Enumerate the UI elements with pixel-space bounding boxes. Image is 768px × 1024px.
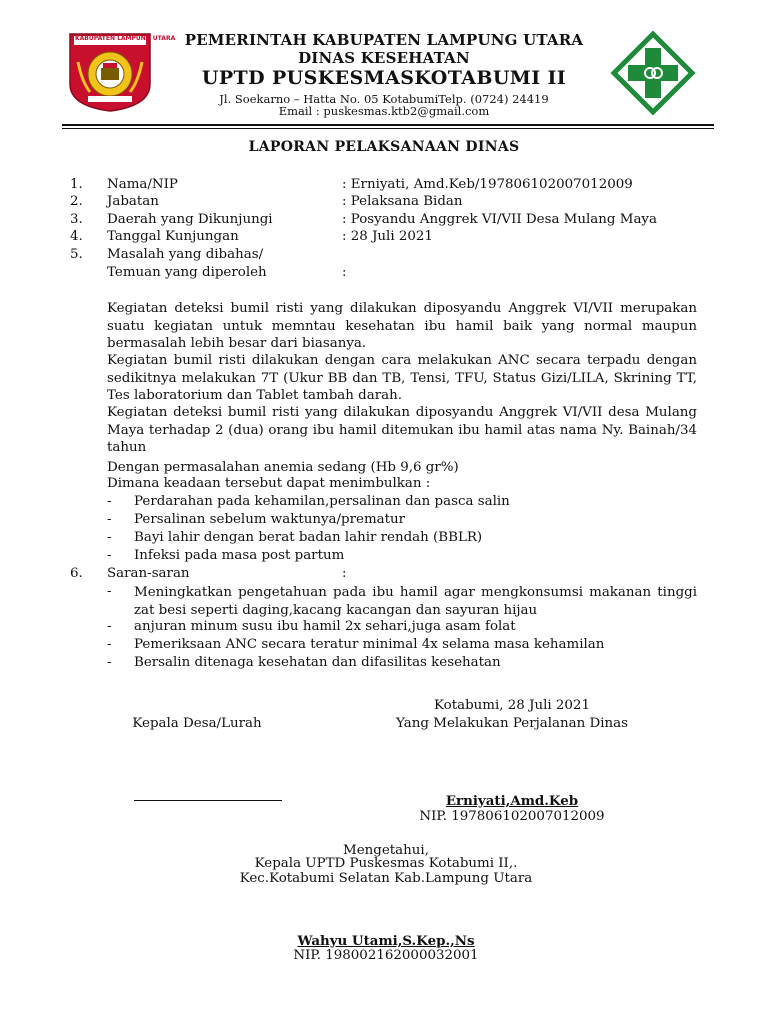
bullet-dash: -	[107, 584, 112, 599]
item-number: 3.	[70, 212, 83, 227]
item-label: Tanggal Kunjungan	[107, 229, 239, 244]
list-item-text: Persalinan sebelum waktunya/prematur	[134, 512, 406, 527]
place-date: Kotabumi, 28 Juli 2021	[434, 698, 590, 713]
item-number: 1.	[70, 177, 83, 192]
item-colon: :	[342, 566, 347, 581]
paragraph: Kegiatan bumil risti dilakukan dengan cara melakukan ANC secara terpadu dengan sedikitnya melakukan 7T (Ukur BB dan TB, Tensi, TFU, Status Gizi/LILA, Skrining TT, Tes laboratorium dan Tablet tambah darah.	[107, 353, 697, 403]
list-item-text: Bayi lahir dengan berat badan lahir rendah (BBLR)	[134, 530, 483, 545]
regency-emblem-icon	[68, 32, 176, 112]
item-value: : Erniyati, Amd.Keb/197806102007012009	[342, 177, 633, 192]
header-government: PEMERINTAH KABUPATEN LAMPUNG UTARA	[184, 31, 584, 49]
findings-paragraph	[107, 352, 697, 405]
bullet-dash: -	[107, 530, 112, 545]
list-intro: Dimana keadaan tersebut dapat menimbulkan :	[107, 476, 431, 491]
puskesmas-cross-icon	[612, 32, 694, 114]
item-value: : Posyandu Anggrek VI/VII Desa Mulang Maya	[342, 212, 657, 227]
bullet-dash: -	[107, 512, 112, 527]
item-label: Nama/NIP	[107, 177, 178, 192]
header-divider	[62, 124, 714, 126]
signer-role-left: Kepala Desa/Lurah	[132, 716, 262, 731]
item-label: Daerah yang Dikunjungi	[107, 212, 273, 227]
signer-role-right: Yang Melakukan Perjalanan Dinas	[396, 716, 628, 731]
header-institution: UPTD PUSKESMASKOTABUMI II	[201, 67, 567, 89]
header-address: Jl. Soekarno – Hatta No. 05 KotabumiTelp. (0724) 24419	[219, 92, 549, 106]
list-item-text: anjuran minum susu ibu hamil 2x sehari,juga asam folat	[134, 619, 516, 634]
header-email: Email : puskesmas.ktb2@gmail.com	[278, 104, 490, 118]
list-item-text: Bersalin ditenaga kesehatan dan difasilitas kesehatan	[134, 655, 501, 670]
bullet-dash: -	[107, 655, 112, 670]
item-number: 6.	[70, 566, 83, 581]
item-number: 5.	[70, 247, 83, 262]
bullet-dash: -	[107, 619, 112, 634]
item-label-continued: Temuan yang diperoleh	[107, 265, 267, 280]
puskesmas-logo	[612, 32, 694, 114]
item-colon: :	[342, 265, 347, 280]
head-title: Kepala UPTD Puskesmas Kotabumi II,.	[254, 856, 518, 871]
item-value: : Pelaksana Bidan	[342, 194, 463, 209]
item-label: Masalah yang dibahas/	[107, 247, 264, 262]
bullet-dash: -	[107, 548, 112, 563]
paragraph: Kegiatan deteksi bumil risti yang dilakukan diposyandu Anggrek VI/VII desa Mulang Maya terhadap 2 (dua) orang ibu hamil ditemukan ibu hamil atas nama Ny. Bainah/34 tahun	[107, 405, 697, 455]
list-item-text: Pemeriksaan ANC secara teratur minimal 4x selama masa kehamilan	[134, 637, 605, 652]
item-label: Jabatan	[107, 194, 159, 209]
paragraph: Dengan permasalahan anemia sedang (Hb 9,6 gr%)	[107, 460, 459, 475]
item-value: : 28 Juli 2021	[342, 229, 433, 244]
head-nip: NIP. 198002162000032001	[293, 948, 479, 963]
bullet-dash: -	[107, 494, 112, 509]
header-divider-thin	[62, 128, 714, 129]
acknowledged-label: Mengetahui,	[343, 843, 429, 858]
findings-paragraph	[107, 300, 697, 353]
paragraph: Kegiatan deteksi bumil risti yang dilakukan diposyandu Anggrek VI/VII merupakan suatu kegiatan untuk memntau kesehatan ibu hamil baik yang normal maupun bermasalah lebih besar dari biasanya.	[107, 301, 697, 351]
signature-line	[134, 800, 282, 801]
list-item-text: Infeksi pada masa post partum	[134, 548, 345, 563]
regency-logo	[68, 32, 176, 112]
signer-name-right: Erniyati,Amd.Keb	[445, 793, 579, 809]
list-item-text: Meningkatkan pengetahuan pada ibu hamil agar mengkonsumsi makanan tinggi zat besi seperti daging,kacang kacangan dan sayuran hijau	[134, 585, 697, 618]
item-number: 4.	[70, 229, 83, 244]
bullet-dash: -	[107, 637, 112, 652]
findings-paragraph	[107, 459, 697, 477]
findings-paragraph	[107, 404, 697, 457]
head-location: Kec.Kotabumi Selatan Kab.Lampung Utara	[239, 871, 533, 886]
item-number: 2.	[70, 194, 83, 209]
item-label: Saran-saran	[107, 566, 190, 581]
head-name: Wahyu Utami,S.Kep.,Ns	[297, 933, 475, 949]
document-title: LAPORAN PELAKSANAAN DINAS	[248, 139, 520, 155]
regency-logo-text: KABUPATEN LAMPUNG UTARA	[75, 35, 176, 42]
signer-nip-right: NIP. 197806102007012009	[419, 809, 605, 824]
header-department: DINAS KESEHATAN	[298, 49, 470, 67]
list-item-text: Perdarahan pada kehamilan,persalinan dan pasca salin	[134, 494, 510, 509]
